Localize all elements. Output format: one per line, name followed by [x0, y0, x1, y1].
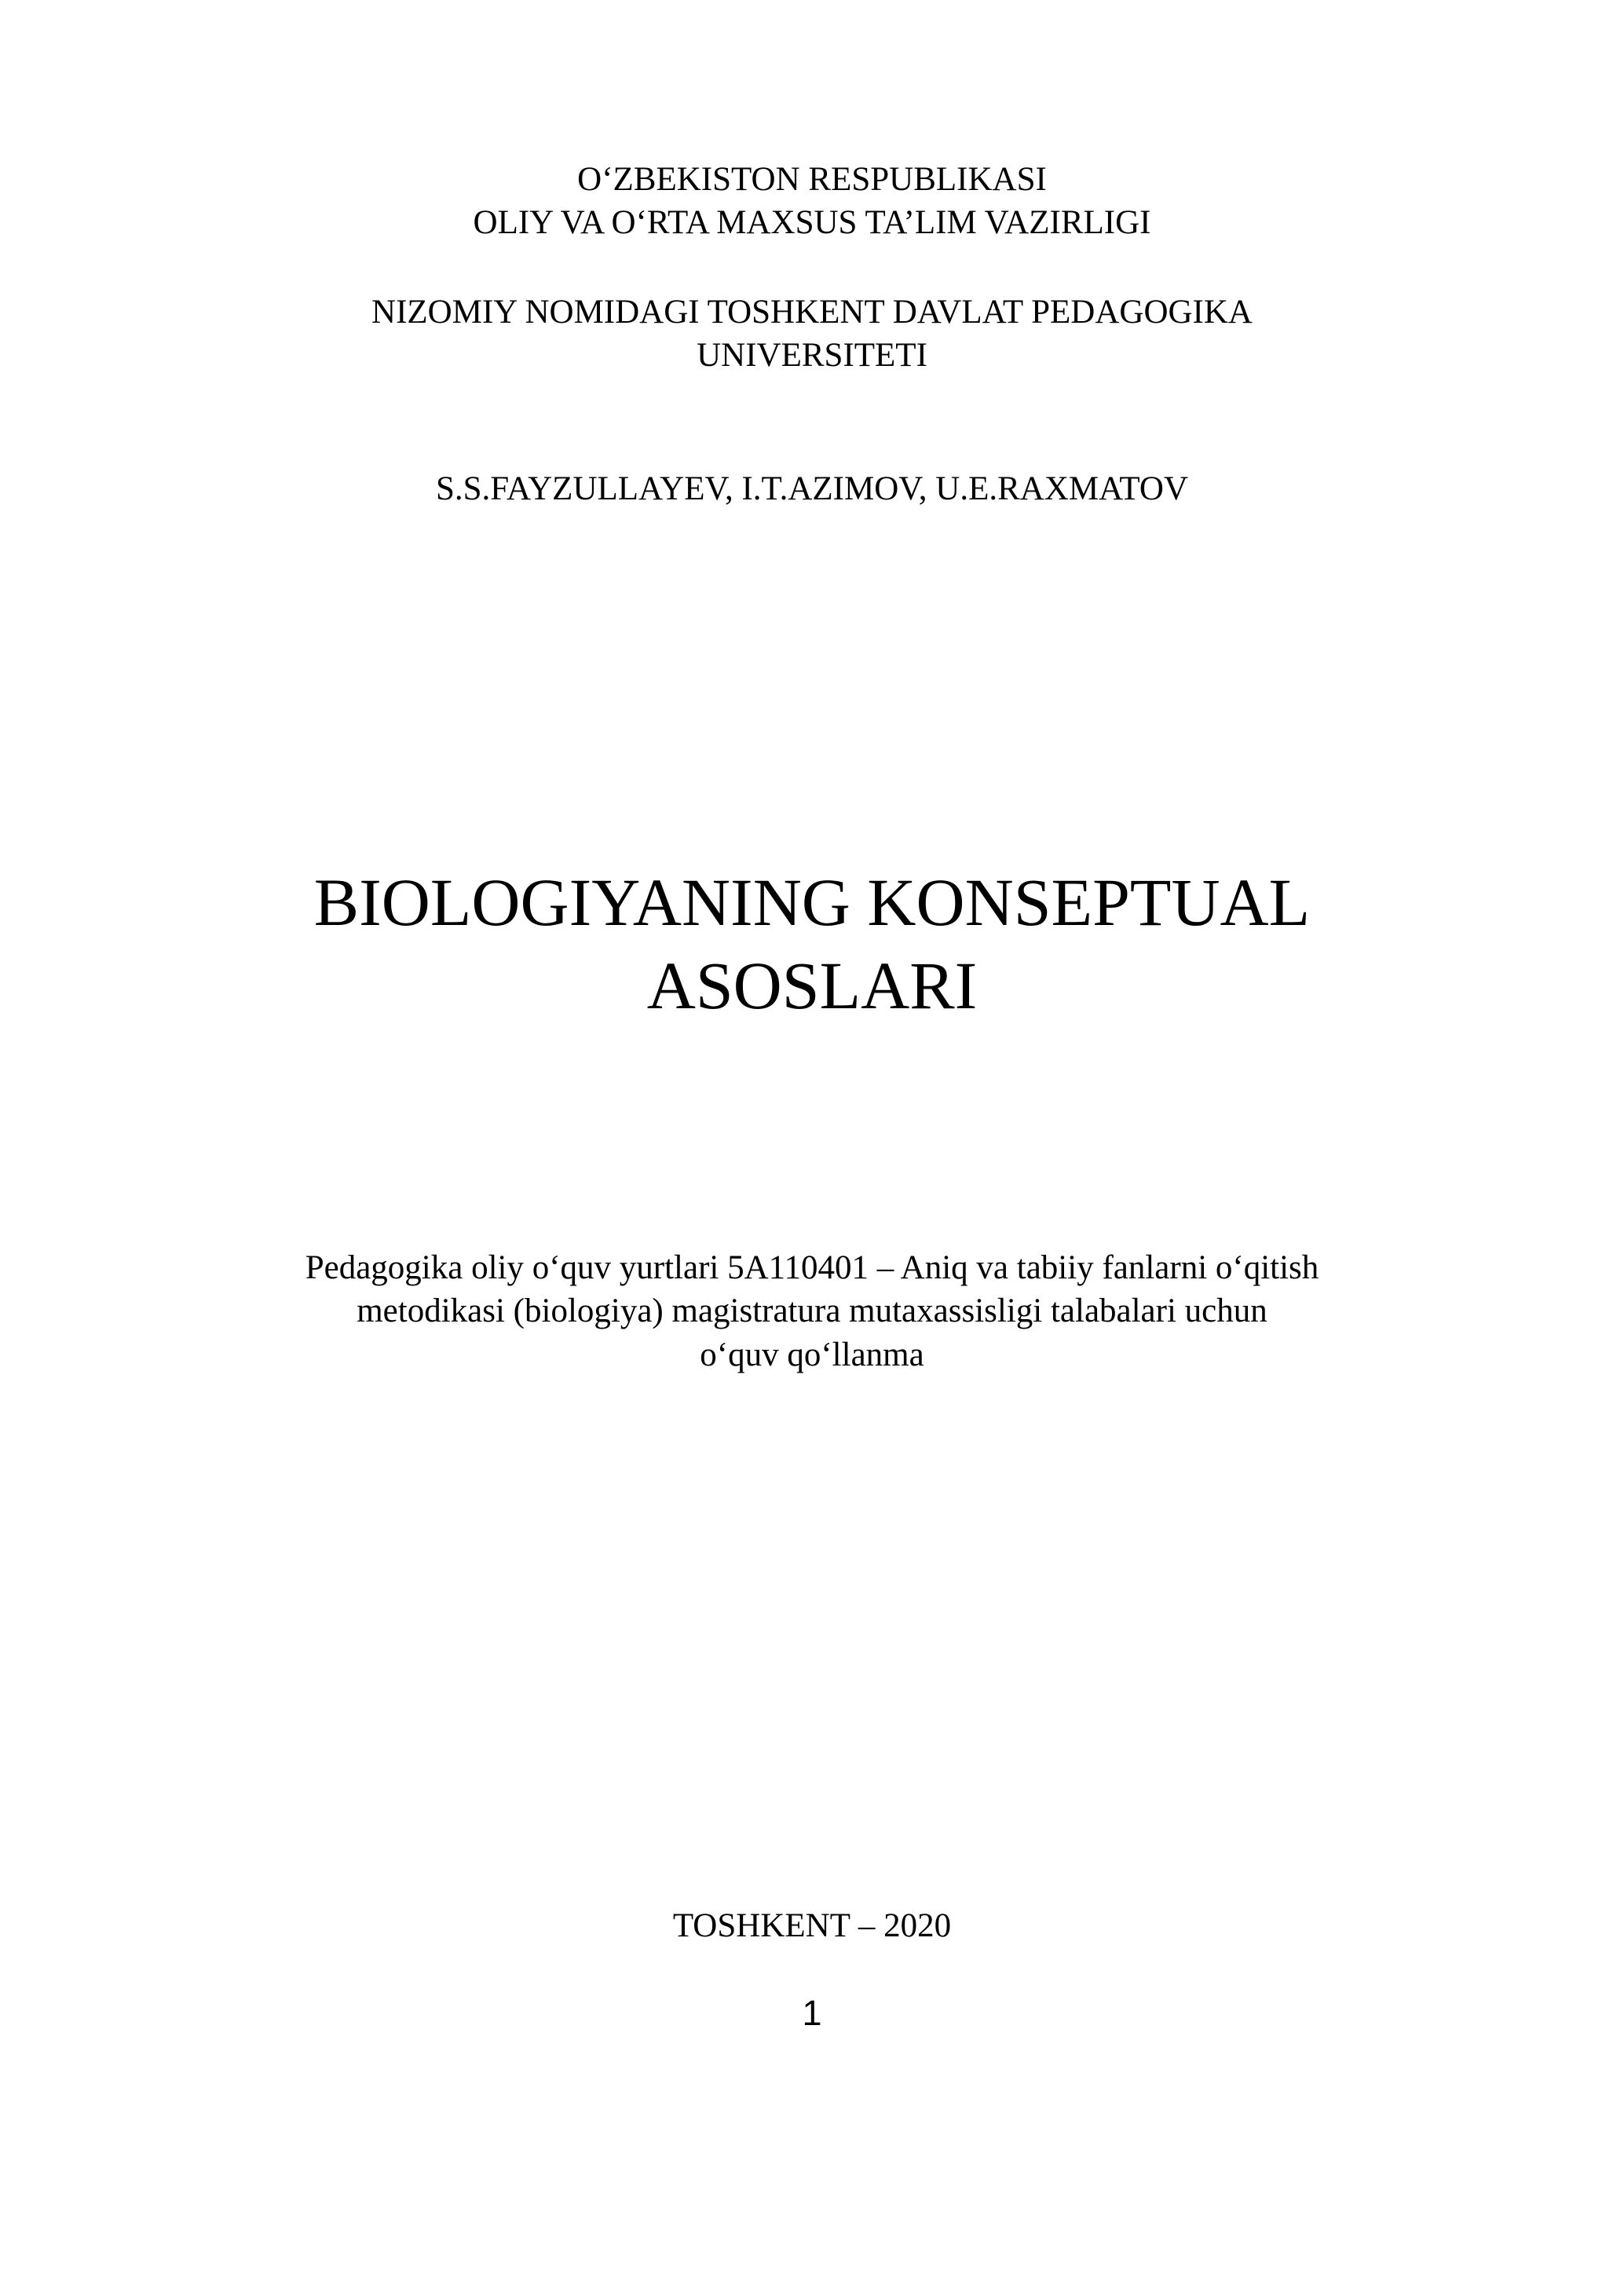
ministry-line-2: OLIY VA O‘RTA MAXSUS TA’LIM VAZIRLIGI — [473, 204, 1151, 241]
description-line-1: Pedagogika oliy o‘quv yurtlari 5A110401 – Aniq va tabiiy fanlarni o‘qitish — [305, 1249, 1319, 1286]
authors: S.S.FAYZULLAYEV, I.T.AZIMOV, U.E.RAXMATOV — [435, 470, 1189, 507]
description-line-2: metodikasi (biologiya) magistratura mutaxassisligi talabalari uchun — [357, 1292, 1267, 1329]
university-line-2: UNIVERSITETI — [697, 337, 927, 374]
description-line-3: o‘quv qo‘llanma — [700, 1336, 924, 1373]
book-title-line-2: ASOSLARI — [646, 948, 978, 1023]
book-title-line-1: BIOLOGIYANING KONSEPTUAL — [313, 865, 1311, 940]
ministry-line-1: O‘ZBEKISTON RESPUBLIKASI — [577, 161, 1047, 198]
university-line-1: NIZOMIY NOMIDAGI TOSHKENT DAVLAT PEDAGOGIKA — [371, 294, 1253, 331]
page-number: 1 — [802, 1993, 822, 2033]
imprint-city-year: TOSHKENT – 2020 — [672, 1907, 952, 1944]
